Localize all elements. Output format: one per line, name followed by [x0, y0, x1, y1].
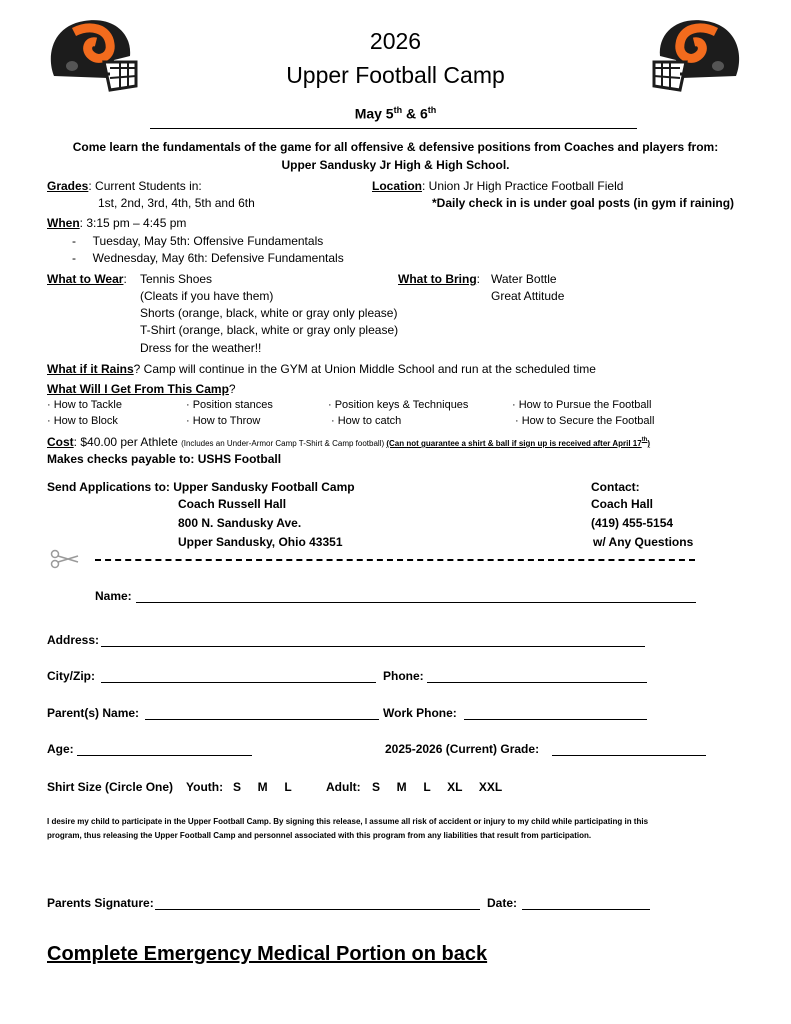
wear-item-4: T-Shirt (orange, black, white or gray only please): [140, 323, 399, 337]
age-field[interactable]: [77, 755, 252, 756]
adult-label: Adult:: [326, 780, 361, 794]
send-line-3: Upper Sandusky, Ohio 43351: [178, 535, 343, 549]
rain-line: What if it Rains? Camp will continue in the GYM at Union Middle School and run at the scheduled time: [47, 362, 596, 376]
name-label: Name:: [95, 589, 132, 603]
bring-label: What to Bring:: [398, 272, 480, 286]
contact-line-2: (419) 455-5154: [591, 516, 674, 530]
bring-item-2: Great Attitude: [491, 289, 565, 303]
address-field[interactable]: [101, 646, 645, 647]
grade-field[interactable]: [552, 755, 706, 756]
grades-list: 1st, 2nd, 3rd, 4th, 5th and 6th: [98, 196, 255, 210]
when-item-2: - Wednesday, May 6th: Defensive Fundamentals: [72, 251, 344, 265]
phone-field[interactable]: [427, 682, 647, 683]
phone-label: Phone:: [383, 669, 424, 683]
scissors-icon: [50, 548, 80, 570]
location-note: *Daily check in is under goal posts (in gym if raining): [432, 196, 735, 210]
signature-field[interactable]: [155, 909, 480, 910]
cost-line: Cost: $40.00 per Athlete (Includes an Under-Armor Camp T-Shirt & Camp football) (Can not guarantee a shirt & ball if sign up is received after April 17th): [47, 435, 651, 449]
contact-line-1: Coach Hall: [591, 497, 654, 511]
skill-item: · How to Pursue the Football: [512, 399, 652, 411]
intro-line-2: Upper Sandusky Jr High & High School.: [281, 158, 510, 172]
parent-name-label: Parent(s) Name:: [47, 706, 140, 720]
signature-label: Parents Signature:: [47, 896, 154, 910]
skill-item: · Position keys & Techniques: [328, 399, 469, 411]
send-line-1: Coach Russell Hall: [178, 497, 287, 511]
contact-line-3: w/ Any Questions: [593, 535, 694, 549]
date-field[interactable]: [522, 909, 650, 910]
parent-name-field[interactable]: [145, 719, 379, 720]
wear-item-5: Dress for the weather!!: [140, 341, 262, 355]
skill-item: · Position stances: [186, 399, 273, 411]
youth-label: Youth:: [186, 780, 224, 794]
skill-item: · How to catch: [331, 415, 402, 427]
adult-sizes[interactable]: S M L XL XXL: [372, 780, 503, 794]
get-label: What Will I Get From This Camp?: [47, 382, 236, 396]
wear-item-2: (Cleats if you have them): [140, 289, 274, 303]
address-label: Address:: [47, 633, 100, 647]
date-label: Date:: [487, 896, 518, 910]
wear-item-1: Tennis Shoes: [140, 272, 213, 286]
skill-item: · How to Block: [47, 415, 118, 427]
youth-sizes[interactable]: S M L: [233, 780, 292, 794]
footer-note: Complete Emergency Medical Portion on back: [47, 943, 488, 965]
skill-item: · How to Throw: [186, 415, 261, 427]
when-item-1: - Tuesday, May 5th: Offensive Fundamentals: [72, 234, 324, 248]
when-line: When: 3:15 pm – 4:45 pm: [47, 216, 187, 230]
cut-line: [95, 559, 695, 561]
cityzip-label: City/Zip:: [47, 669, 95, 683]
year-title: 2026: [369, 28, 422, 54]
work-phone-label: Work Phone:: [383, 706, 457, 720]
name-field[interactable]: [136, 602, 696, 603]
wear-label: What to Wear:: [47, 272, 127, 286]
shirt-size-label: Shirt Size (Circle One): [47, 780, 174, 794]
camp-title: Upper Football Camp: [286, 62, 505, 88]
intro-line-1: Come learn the fundamentals of the game for all offensive & defensive positions from Coaches and players from:: [72, 140, 719, 154]
grades-line: Grades: Current Students in:: [47, 179, 202, 193]
waiver-line-2: program, thus releasing the Upper Football Camp and personnel associated with this program from any liabilities that result from participation.: [47, 831, 592, 840]
title-divider: [150, 128, 637, 129]
waiver-line-1: I desire my child to participate in the Upper Football Camp. By signing this release, I assume all risk of accident or injury to my child while participating in this: [47, 817, 649, 826]
wear-item-3: Shorts (orange, black, white or gray only please): [140, 306, 398, 320]
location-line: Location: Union Jr High Practice Football Field: [372, 179, 624, 193]
camp-dates: May 5th & 6th: [354, 105, 437, 122]
skill-item: · How to Secure the Football: [515, 415, 655, 427]
contact-label: Contact:: [591, 480, 640, 494]
age-label: Age:: [47, 742, 74, 756]
work-phone-field[interactable]: [464, 719, 647, 720]
checks-payable: Makes checks payable to: USHS Football: [47, 452, 282, 466]
send-line-2: 800 N. Sandusky Ave.: [178, 516, 302, 530]
grade-label: 2025-2026 (Current) Grade:: [385, 742, 540, 756]
send-label: Send Applications to: Upper Sandusky Football Camp: [47, 480, 355, 494]
cityzip-field[interactable]: [101, 682, 376, 683]
bring-item-1: Water Bottle: [491, 272, 557, 286]
skill-item: · How to Tackle: [47, 399, 122, 411]
